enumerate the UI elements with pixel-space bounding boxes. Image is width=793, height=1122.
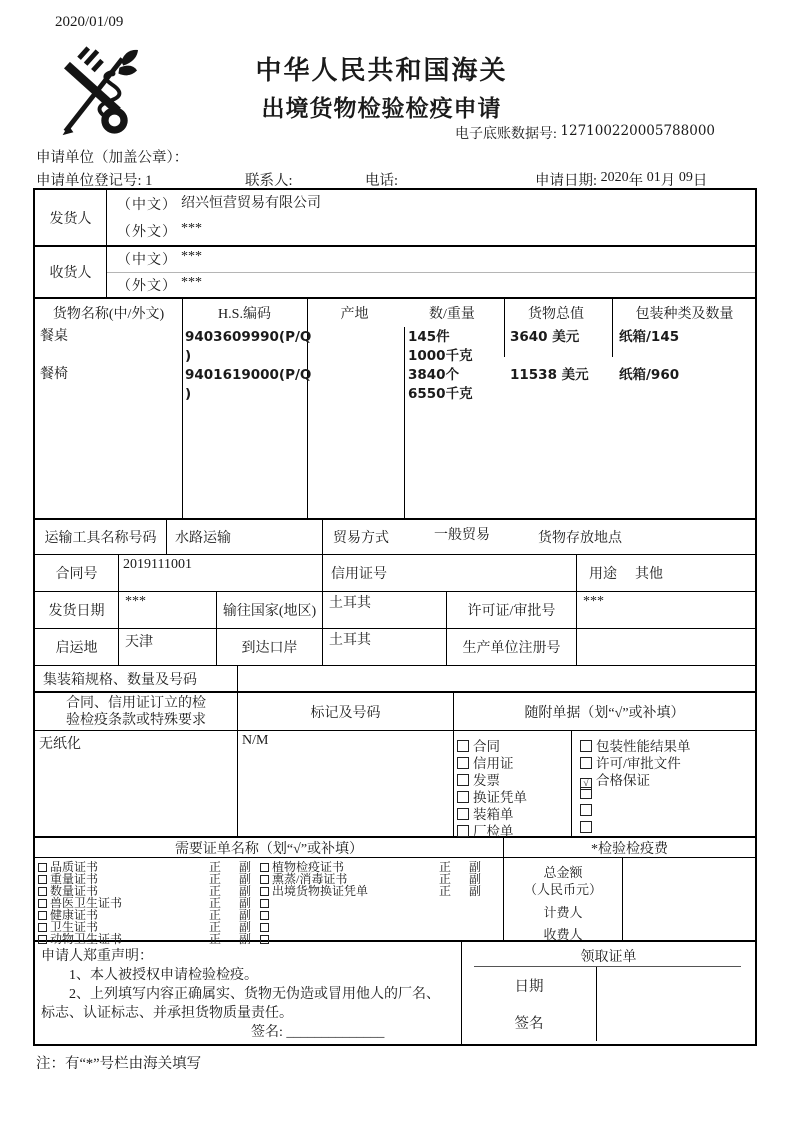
doc-label: 厂检单 bbox=[473, 824, 514, 839]
doc-checkbox[interactable] bbox=[457, 774, 469, 786]
declaration-line-2: 2、上列填写内容正确属实、货物无伪造或冒用他人的厂名、 bbox=[69, 987, 440, 1002]
doc-checkbox[interactable]: √ bbox=[580, 778, 592, 790]
doc-checkbox[interactable] bbox=[580, 757, 592, 769]
pickup-section bbox=[462, 942, 755, 1044]
ledger-number-line bbox=[455, 123, 715, 143]
fee-collector-label: 收费人 bbox=[543, 927, 583, 942]
ship-date-row bbox=[35, 592, 755, 629]
goods-total-column: 3640 美元 11538 美元 bbox=[510, 329, 589, 383]
goods-qty-column: 145件 1000千克 3840个 6550千克 bbox=[408, 329, 473, 402]
declaration-line-1: 1、本人被授权申请检验检疫。 bbox=[69, 968, 258, 983]
dest-country-value: 土耳其 bbox=[323, 592, 447, 628]
cert-header-row bbox=[35, 838, 755, 858]
consignor-cn-value: 绍兴恒营贸易有限公司 bbox=[181, 195, 321, 211]
doc-checkbox[interactable] bbox=[580, 740, 592, 752]
goods-header-hs: H.S.编码 bbox=[218, 307, 271, 322]
trade-mode-value: 一般贸易 bbox=[434, 528, 490, 543]
apply-date-month: 01 bbox=[646, 170, 661, 185]
vehicle-value: 水路运输 bbox=[167, 520, 323, 554]
cert-header: 需要证单名称（划“√”或补填） bbox=[35, 838, 504, 857]
fee-calculator-label: 计费人 bbox=[543, 905, 583, 920]
docs-checklist bbox=[454, 731, 755, 839]
consignor-fn-value: *** bbox=[181, 221, 202, 237]
fee-header: *检验检疫费 bbox=[591, 841, 668, 857]
consignor-cn-row bbox=[107, 190, 755, 218]
cert-checkbox[interactable] bbox=[38, 923, 47, 932]
trade-mode-cell bbox=[323, 520, 755, 554]
goods-header-pack: 包装种类及数量 bbox=[635, 307, 734, 322]
doc-label: 合格保证 bbox=[596, 773, 650, 788]
declaration-text bbox=[35, 942, 462, 1044]
goods-header-qty: 数/重量 bbox=[429, 307, 475, 322]
ship-date-label: 发货日期 bbox=[35, 592, 119, 628]
doc-checkbox[interactable] bbox=[580, 821, 592, 833]
clause-header: 合同、信用证订立的检 验检疫条款或特殊要求 bbox=[35, 693, 238, 730]
usage-cell bbox=[577, 555, 755, 591]
applicant-reg-field: 申请单位登记号: 1 bbox=[36, 173, 153, 189]
cert-body-row bbox=[35, 858, 755, 946]
contact-label: 联系人: bbox=[245, 173, 293, 189]
consignee-fn-value: *** bbox=[181, 274, 202, 290]
cn-label: （中文） bbox=[117, 253, 177, 269]
consignor-section bbox=[35, 190, 755, 247]
goods-hs-column: 9403609990(P/Q ) 9401619000(P/Q ) bbox=[185, 329, 312, 402]
cert-checkbox[interactable] bbox=[38, 863, 47, 872]
lc-cell bbox=[323, 555, 577, 591]
phone-label: 电话: bbox=[365, 173, 399, 189]
cert-checkbox[interactable] bbox=[260, 863, 269, 872]
clause-value-cell: 无纸化 bbox=[35, 731, 238, 836]
application-table bbox=[33, 188, 757, 1046]
goods-name-1: 餐桌 bbox=[40, 329, 68, 344]
producer-reg-value bbox=[577, 629, 755, 665]
trade-mode-label: 贸易方式 bbox=[333, 531, 389, 546]
ledger-label: 电子底账数据号: bbox=[455, 127, 557, 142]
goods-header-origin: 产地 bbox=[340, 307, 369, 322]
registration-line bbox=[0, 169, 793, 187]
ledger-number: 127100220005788000 bbox=[560, 123, 715, 139]
dest-country-label: 输往国家(地区) bbox=[217, 592, 323, 628]
container-row bbox=[35, 666, 755, 693]
doc-checkbox[interactable] bbox=[580, 804, 592, 816]
cert-checkbox[interactable] bbox=[260, 887, 269, 896]
container-value bbox=[238, 666, 755, 691]
consignee-section bbox=[35, 247, 755, 299]
applicant-unit-label: 申请单位（加盖公章）： bbox=[36, 150, 189, 166]
fee-total-label: 总金额 bbox=[543, 865, 583, 880]
cert-checkbox[interactable] bbox=[260, 875, 269, 884]
arrival-port-value: 土耳其 bbox=[323, 629, 447, 665]
cert-checkbox[interactable] bbox=[260, 923, 269, 932]
cert-checkbox[interactable] bbox=[260, 899, 269, 908]
doc-label: 换证凭单 bbox=[473, 790, 527, 805]
pickup-date-label: 日期 bbox=[514, 979, 544, 995]
storage-label: 货物存放地点 bbox=[538, 531, 622, 546]
consignor-fn-row bbox=[107, 218, 755, 246]
apply-date-day: 09 bbox=[678, 170, 693, 185]
goods-header-row bbox=[35, 299, 759, 327]
goods-name-column bbox=[40, 327, 68, 384]
pickup-sign-label: 签名 bbox=[514, 1016, 544, 1032]
form-title: 中华人民共和国海关 bbox=[255, 56, 508, 85]
doc-label: 装箱单 bbox=[473, 807, 514, 822]
declaration-title: 申请人郑重声明： bbox=[41, 949, 153, 964]
doc-label: 许可/审批文件 bbox=[596, 756, 681, 771]
cert-checkbox[interactable] bbox=[38, 887, 47, 896]
consignee-fn-row bbox=[107, 273, 755, 298]
marks-value-cell: N/M bbox=[238, 731, 454, 836]
goods-header-value: 货物总值 bbox=[528, 307, 584, 322]
cert-checkbox[interactable] bbox=[260, 911, 269, 920]
cert-checkbox[interactable] bbox=[38, 899, 47, 908]
applicant-reg-value: 1 bbox=[145, 173, 153, 189]
goods-table bbox=[35, 299, 755, 520]
consignor-label: 发货人 bbox=[35, 190, 107, 245]
departure-label: 启运地 bbox=[35, 629, 119, 665]
footer-note: 注：有“*”号栏由海关填写 bbox=[36, 1056, 202, 1072]
doc-checkbox[interactable] bbox=[580, 787, 592, 799]
fee-section bbox=[504, 858, 755, 940]
transport-row bbox=[35, 520, 755, 555]
contract-value: 2019111001 bbox=[119, 555, 323, 591]
doc-checkbox[interactable] bbox=[457, 757, 469, 769]
goods-name-2: 餐椅 bbox=[40, 367, 68, 382]
departure-row bbox=[35, 629, 755, 666]
contract-label: 合同号 bbox=[35, 555, 119, 591]
doc-checkbox[interactable] bbox=[457, 740, 469, 752]
print-date: 2020/01/09 bbox=[55, 14, 124, 30]
clause-data-row bbox=[35, 731, 755, 838]
fn-label: （外文） bbox=[117, 278, 177, 294]
doc-checkbox[interactable] bbox=[457, 791, 469, 803]
producer-reg-label: 生产单位注册号 bbox=[447, 629, 577, 665]
doc-label: 发票 bbox=[473, 773, 500, 788]
doc-label: 合同 bbox=[473, 739, 500, 754]
contract-row bbox=[35, 555, 755, 592]
cert-checkbox[interactable] bbox=[38, 911, 47, 920]
consignee-cn-value: *** bbox=[181, 249, 202, 265]
marks-header: 标记及号码 bbox=[238, 693, 454, 730]
pickup-header: 领取证单 bbox=[580, 950, 637, 965]
pickup-value-area bbox=[597, 967, 755, 1041]
vehicle-label: 运输工具名称号码 bbox=[35, 520, 167, 554]
departure-value: 天津 bbox=[119, 629, 217, 665]
arrival-port-label: 到达口岸 bbox=[217, 629, 323, 665]
doc-label: 信用证 bbox=[473, 756, 514, 771]
apply-date-field: 申请日期: 2020年 01月 09日 bbox=[535, 170, 708, 189]
permit-label: 许可证/审批号 bbox=[447, 592, 577, 628]
container-label: 集装箱规格、数量及号码 bbox=[35, 666, 238, 691]
cert-checkbox[interactable] bbox=[38, 875, 47, 884]
declaration-row bbox=[35, 942, 755, 1044]
permit-value: *** bbox=[583, 594, 604, 609]
fee-total-unit-label: （人民币元） bbox=[523, 882, 602, 897]
doc-label: 包装性能结果单 bbox=[596, 739, 691, 754]
usage-value: 其他 bbox=[635, 567, 663, 582]
cert-checklist: 品质证书 正 副 植物检疫证书 正 副 重量证书 正 副 熏蒸/消毒证书 正 副 数量证书 正 副 出境货物换证凭单 正 副 兽医卫生证书 正 副 健康证书 正 副 卫生证书 正 副 动物卫生证书 正 副 bbox=[35, 858, 504, 940]
lc-label: 信用证号 bbox=[331, 567, 387, 582]
goods-pack-column: 纸箱/145 纸箱/960 bbox=[619, 329, 680, 383]
cn-label: （中文） bbox=[117, 197, 177, 213]
docs-header: 随附单据（划“√”或补填） bbox=[524, 705, 685, 721]
usage-label: 用途 bbox=[589, 567, 617, 582]
declaration-signature-line: 签名: ______________ bbox=[251, 1025, 385, 1040]
fn-label: （外文） bbox=[117, 225, 177, 241]
declaration-line-3: 标志、认证标志、并承担货物质量责任。 bbox=[41, 1006, 293, 1021]
form-subtitle: 出境货物检验检疫申请 bbox=[261, 96, 502, 121]
apply-date-year: 2020 bbox=[600, 170, 629, 185]
goods-header-name: 货物名称(中/外文) bbox=[52, 307, 165, 322]
consignee-label: 收货人 bbox=[35, 247, 107, 297]
doc-checkbox[interactable] bbox=[457, 808, 469, 820]
ship-date-value: *** bbox=[119, 592, 217, 628]
doc-checkbox[interactable] bbox=[457, 825, 469, 837]
clause-header-row bbox=[35, 693, 755, 731]
consignee-cn-row bbox=[107, 247, 755, 273]
